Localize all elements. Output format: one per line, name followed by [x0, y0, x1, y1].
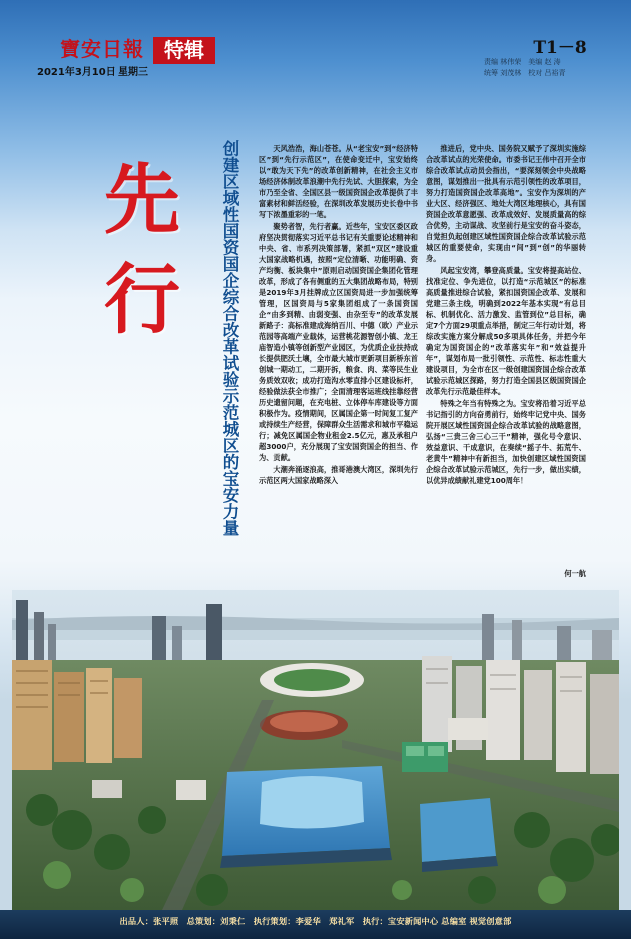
article-author: 何一航 — [564, 569, 586, 578]
special-edition-tag: 特辑 — [153, 37, 215, 64]
city-illustration — [12, 590, 619, 910]
coordinator-credits: 统筹 刘茂林 校对 吕裕青 — [484, 69, 566, 77]
article-paragraph: 大潮奔涌逐浪高，推哥港澳大湾区，深圳先行示范区两大国家战略深入 — [259, 465, 418, 485]
headline-char-2: 行 — [104, 255, 180, 344]
article-paragraph: 天风浩浩，海山苍苍。从“老宝安”到“经济特区”到“先行示范区”，在使命变迁中，宝安始终以“敢为天下先”的改革创新精神，在社会主义市场经济体制改革浪潮中先行先试、大胆探索，为全市乃至全省、全国区县一级国资国企改革提供了丰富素材和鲜活经验，在深圳改革发展历史长卷中书写下浓墨重彩的一笔。 — [259, 144, 418, 219]
page-number: T1－8 — [533, 38, 587, 58]
issue-weekday: 星期三 — [118, 67, 148, 78]
article-column-2 — [426, 143, 586, 583]
newspaper-masthead: 寶安日報 — [60, 37, 144, 61]
headline-char-1: 先 — [104, 155, 180, 244]
aerial-city-photo — [12, 590, 619, 910]
issue-date: 2021年3月10日 — [37, 67, 116, 78]
article-paragraph: 聚势者智，先行者赢。近些年，宝安区委区政府坚决贯彻落实习近平总书记有关重要论述精神和中央、省、市系列决策部署，紧抓“双区”建设重大国家战略机遇，按照“定位清晰、功能明确、资产均衡、板块集中”原则启动国资国企集团化管理改革，形成了各有侧重的五大集团战略布局，特别是2019年3月挂牌成立区国资局进一步加强统筹管理，区国资局与5家集团组成了一条国资国企“由多到精、由弱变强、由杂至专”的改革发展新路子：高标准建成海纳百川、中德（欧）产业示范园等高端产业载体，运营桃花源智创小镇、龙王庙智造小镇等创新型产业园区，为优质企业扶持成长提供肥沃土壤，全市最大城市更新项目新桥东首创城一期动工，二期开拆，粮食、肉、菜等民生业务质效双收；成功打造沟水零直排小区建设标杆，经验做法获全市推广；全面清理客运班线挂靠经营历史遗留问题，在充电桩、立体停车库建设等方面积极作为。疫情期间，区属国企第一时间复工复产或持续生产经营，保障群众生活需求和城市平稳运行；减免区属国企物业租金2.5亿元，惠及承租户超3000户，充分展现了宝安国资国企的担当、作为、贡献。 — [259, 222, 418, 462]
headline — [92, 150, 192, 440]
headline-subtitle: 创建区域性国资国企综合改革试验示范城区的宝安力量 — [220, 140, 239, 536]
article-paragraph: 风起宝安湾，攀登高质量。宝安将提高站位、找准定位、争先进位，以打造“示范城区”的标准高质量推进综合试验，紧扣国资国企改革、发展和党建三条主线，明确到2022年基本实现“有总目标、机制优化、活力激发、监管到位”总目标，确定7个方面29项重点举措，制定三年行动计划，将综改实施方案分解成50多项具体任务，并把今年确定为国资国企的“改革落实年”和“效益提升年”，谋划布局一批引领性、示范性、标志性重大建设项目，为全市在区一级创建国资国企综合改革试验示范城区探路，努力打造全国县区级国资国企改革先行示范最佳样本。 — [426, 266, 586, 396]
article-paragraph: 特殊之年当有特殊之为。宝安将沿着习近平总书记指引的方向奋勇前行，始终牢记党中央、国务院开展区域性国资国企综合改革试验的战略意图，弘扬“三贵三舍三心三干”精神，强化号令意识、效益意识、干成意识，在奏续“摇子牛、拓荒牛、老黄牛”精神中有新担当，加快创建区域性国资国企综合改革试验示范城区，先行一步，做出实绩，以优异成绩献礼建党100周年！ — [426, 399, 586, 485]
footer-bar — [0, 910, 631, 939]
article-column-1 — [259, 143, 418, 583]
editor-credits: 责编 林伟荣 美编 赵 涛 — [484, 58, 561, 66]
footer-credits: 出品人：张平照 总策划：刘秉仁 执行策划：李爱华 郑礼军 执行：宝安新闻中心 总编室 视觉创意部 — [119, 916, 512, 926]
article-paragraph: 推进后，党中央、国务院又赋予了深圳实施综合改革试点的光荣使命。市委书记王伟中召开全市综合改革试点动员会指出，“要深刻领会中央战略意图，谋划推出一批具有示范引领性的改革项目，努力打造国资国企改革高地”。宝安作为深圳的产业大区、经济强区、地处大湾区地理核心，具有国资国企改革意愿强、改革成效好、发展质量高的综合优势，主动谋战、攻坚前行是宝安的奋斗姿态，自觉担负起创建区域性国资国企综合改革试验示范城区的重要使命，实现由“间”到“创”的华丽转身。 — [426, 144, 586, 263]
